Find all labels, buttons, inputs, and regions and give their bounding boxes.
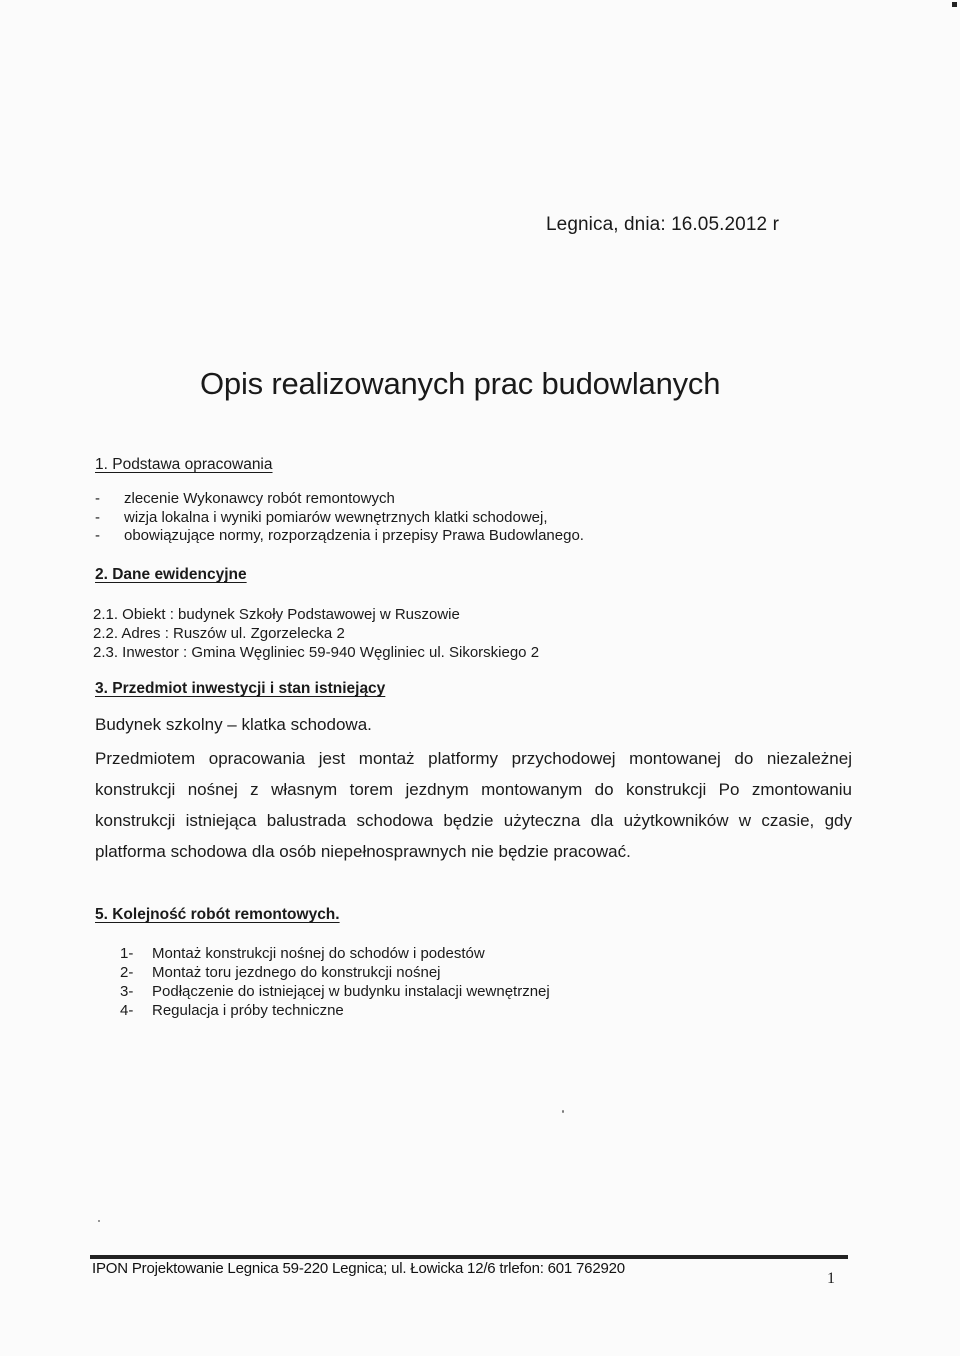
section-5-steps: [120, 944, 550, 1020]
description-paragraph: Przedmiotem opracowania jest montaż platformy przychodowej montowanej do niezależnej konstrukcji nośnej z własnym torem jezdnym montowanym do konstrukcji Po zmontowaniu konstrukcji istniejąca balustrada schodowa będzie użyteczna dla użytkowników w czasie, gdy platforma schodowa dla osób niepełnosprawnych nie będzie pracować.: [95, 749, 852, 861]
step-number: 2-: [120, 964, 134, 981]
page-number: 1: [827, 1270, 835, 1287]
step-text: Regulacja i próby techniczne: [152, 1002, 344, 1019]
list-item-text: wizja lokalna i wyniki pomiarów wewnętrznych klatki schodowej,: [124, 508, 548, 526]
step-text: Montaż konstrukcji nośnej do schodów i podestów: [152, 945, 485, 962]
dash-bullet: -: [95, 527, 100, 544]
list-item: 2.3. Inwestor : Gmina Węgliniec 59-940 Węgliniec ul. Sikorskiego 2: [93, 644, 540, 661]
step-item: [120, 1001, 550, 1020]
step-text: Montaż toru jezdnego do konstrukcji nośnej: [152, 964, 441, 981]
section-5-heading: 5. Kolejność robót remontowych.: [95, 906, 340, 923]
footer-rule: [90, 1255, 848, 1259]
list-item-text: obowiązujące normy, rozporządzenia i przepisy Prawa Budowlanego.: [124, 527, 584, 544]
date-line: Legnica, dnia: 16.05.2012 r: [546, 214, 779, 235]
step-number: 4-: [120, 1002, 134, 1019]
step-item: [120, 944, 550, 963]
dash-bullet: -: [95, 508, 100, 526]
document-title: Opis realizowanych prac budowlanych: [200, 366, 721, 401]
scan-speck: [952, 2, 957, 7]
step-number: 3-: [120, 983, 134, 1000]
step-item: [120, 982, 550, 1001]
footer-text: IPON Projektowanie Legnica 59-220 Legnica; ul. Łowicka 12/6 trlefon: 601 762920: [92, 1260, 625, 1277]
section-1-heading: 1. Podstawa opracowania: [95, 456, 273, 473]
section-1-list: [95, 490, 584, 546]
section-3-heading: 3. Przedmiot inwestycji i stan istniejący: [95, 680, 386, 697]
step-item: [120, 963, 550, 982]
list-item: 2.1. Obiekt : budynek Szkoły Podstawowej w Ruszowie: [93, 606, 460, 623]
step-text: Podłączenie do istniejącej w budynku instalacji wewnętrznej: [152, 983, 550, 1000]
scan-speck: [98, 1220, 100, 1222]
list-item: [95, 509, 584, 528]
list-item: [95, 490, 584, 509]
list-item: [95, 527, 584, 546]
dash-bullet: -: [95, 490, 100, 507]
subject-line: Budynek szkolny – klatka schodowa.: [95, 715, 372, 734]
list-item-text: zlecenie Wykonawcy robót remontowych: [124, 490, 395, 507]
section-2-heading: 2. Dane ewidencyjne: [95, 566, 247, 583]
step-number: 1-: [120, 945, 134, 962]
list-item: 2.2. Adres : Ruszów ul. Zgorzelecka 2: [93, 625, 345, 642]
section-2-list: [93, 605, 539, 662]
scan-speck: [562, 1110, 564, 1113]
